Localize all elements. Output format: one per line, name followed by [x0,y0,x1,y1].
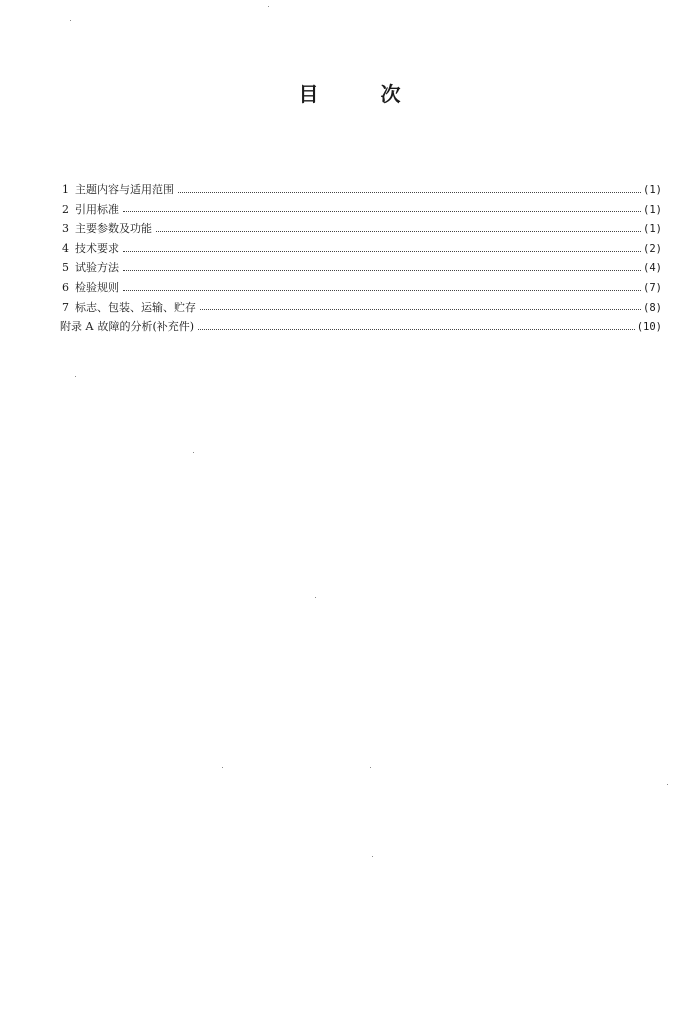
title-char-2: 次 [380,82,401,106]
toc-dot-leader [123,269,641,271]
toc-entry-page: (10) [636,321,662,334]
scan-speck [315,597,316,598]
toc-entry[interactable] [62,180,662,200]
toc-entry-number: 4 [62,241,69,255]
toc-entry-title: 技术要求 [75,241,119,255]
scan-speck [222,767,223,768]
toc-entry[interactable] [62,298,662,318]
toc-entry-title: 检验规则 [75,280,119,294]
toc-entry-number: 6 [62,280,69,294]
toc-entry-page: (4) [643,262,662,275]
toc-dot-leader [123,250,641,252]
toc-entry-page: (1) [643,184,662,196]
toc-entry[interactable] [62,278,662,298]
toc-entry[interactable] [62,219,662,239]
toc-entry[interactable] [62,258,662,278]
scan-speck [70,20,71,21]
toc-dot-leader [198,328,635,330]
toc-entry-number: 3 [62,222,69,236]
toc-entry-title: 标志、包装、运输、贮存 [75,300,196,314]
toc-entry-appendix[interactable] [60,317,662,337]
toc-entry-page: (2) [643,242,662,255]
toc-entry-page: (7) [643,281,662,294]
toc-entry-page: (8) [643,301,662,314]
scan-speck [667,784,668,785]
toc-entry-number: 附录 A [60,320,94,334]
toc-dot-leader [123,210,641,212]
toc-entry-number: 1 [62,183,69,196]
toc-entry-title: 主题内容与适用范围 [75,183,174,196]
toc-dot-leader [200,308,641,310]
toc-entry-title: 试验方法 [75,261,119,275]
toc-entry-page: (1) [643,203,662,216]
toc-dot-leader [178,191,641,193]
scan-speck [370,767,371,768]
toc-entry-title: 主要参数及功能 [75,222,152,236]
toc-entry-number: 7 [62,300,69,314]
toc-dot-leader [123,289,641,291]
page-title [0,78,699,107]
scan-speck [75,376,76,377]
toc-entry-title: 引用标准 [75,202,119,216]
toc-entry[interactable] [62,200,662,220]
toc-dot-leader [156,230,641,232]
toc-entry-number: 2 [62,202,69,216]
table-of-contents [62,180,662,337]
scan-speck [193,452,194,453]
toc-entry-title: 故障的分析(补充件) [97,320,195,334]
title-char-1: 目 [298,82,319,106]
scan-speck [268,6,269,7]
toc-entry[interactable] [62,239,662,259]
toc-entry-number: 5 [62,261,69,275]
toc-entry-page: (1) [643,223,662,236]
scan-speck [372,856,373,857]
